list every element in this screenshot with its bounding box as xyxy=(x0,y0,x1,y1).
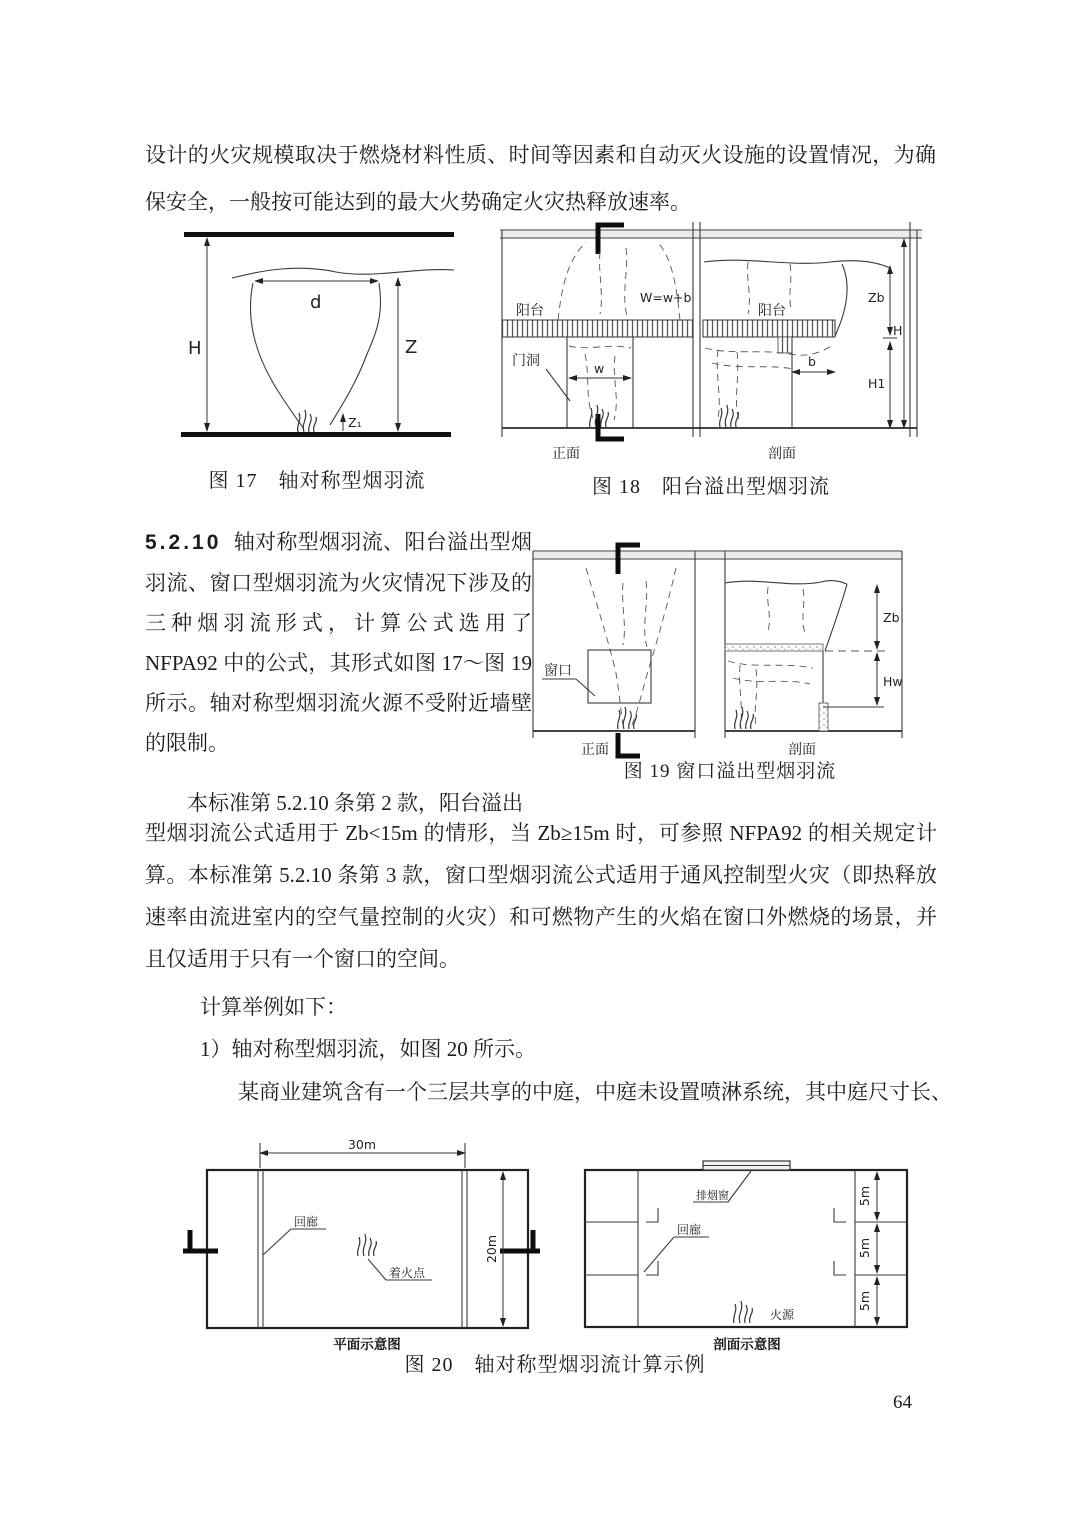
fig20-plan-fire-icon xyxy=(358,1234,377,1256)
fig17-label-H: H xyxy=(188,338,202,359)
fig17-dim-d xyxy=(255,281,378,313)
fig18-dim-H1 xyxy=(868,342,890,428)
fig19-caption: 图 19 窗口溢出型烟羽流 xyxy=(623,761,837,782)
fig20-label-20m: 20m xyxy=(484,1234,499,1264)
paragraph-fire-design: 设计的火灾规模取决于燃烧材料性质、时间等因素和自动灭火设施的设置情况，为确保安全，一般按可能达到的最大火势确定火灾热释放速率。 xyxy=(145,143,936,214)
section-number: 5.2.10 xyxy=(145,531,222,554)
fig20-dim-30m xyxy=(260,1137,465,1168)
fig18-dim-w xyxy=(569,361,631,378)
fig19-window-spill-plume-drawing xyxy=(528,543,932,759)
fig18-ceiling xyxy=(500,230,922,238)
fig19-fire-section-icon xyxy=(735,707,754,729)
paragraph-clause2-continuation: 型烟羽流公式适用于 Zb<15m 的情形，当 Zb≥15m 时，可参照 NFPA92 的相关规定计算。本标准第 5.2.10 条第 3 款，窗口型烟羽流公式适用于通风控制型火灾（即热释放速率由流进室内的空气量控制的火灾）和可燃物产生的火焰在窗口外燃烧的场景，并且仅适用于只有一个窗口的空间。 xyxy=(145,821,937,971)
fig18-smoke-section xyxy=(704,260,890,420)
fig20-label-corridor-plan: 回廊 xyxy=(294,1215,319,1229)
fig17-dim-Z1 xyxy=(343,414,362,431)
fig18-dim-H xyxy=(883,239,904,428)
fig19-walls xyxy=(533,551,902,738)
fig20-plan-corridor-walls xyxy=(258,1170,467,1328)
fig20-plan-corridor-callout xyxy=(263,1214,326,1255)
section-text: 轴对称型烟羽流、阳台溢出型烟羽流、窗口型烟羽流为火灾情况下涉及的三种烟羽流形式，计算公式选用了 NFPA92 中的公式，其形式如图 17～图 19 所示。轴对称型烟羽流火源不受附近墙壁的限制。 xyxy=(145,530,532,755)
fig17-label-Z1: Z₁ xyxy=(348,415,362,430)
fig20-plan-outline xyxy=(207,1170,528,1328)
fig19-dim-Zb xyxy=(877,585,900,649)
fig19-window-callout xyxy=(542,662,595,696)
fig18-label-balcony-right: 阳台 xyxy=(758,304,786,319)
fig19-plume-front xyxy=(586,568,676,725)
fig20-label-5m-2: 5m xyxy=(857,1237,872,1259)
fig17-caption: 图 17 轴对称型烟羽流 xyxy=(208,470,426,492)
section-5210-paragraph xyxy=(145,522,532,763)
fig18-balcony-slabs xyxy=(502,320,835,353)
fig18-label-Zb: Zb xyxy=(868,290,885,305)
fig20-label-fire-source: 火源 xyxy=(770,1308,795,1322)
fig18-label-w-eq: W=w+b xyxy=(640,290,692,305)
fig17-label-Z: Z xyxy=(405,337,418,358)
fig18-dim-b xyxy=(792,354,835,372)
fig19-label-Hw: Hw xyxy=(883,674,903,689)
fig17-ceiling xyxy=(184,232,454,237)
paragraph-atrium-description: 某商业建筑含有一个三层共享的中庭，中庭未设置喷淋系统，其中庭尺寸长、 xyxy=(238,1080,952,1104)
fig18-dim-Zb xyxy=(868,266,890,335)
fig18-label-balcony-left: 阳台 xyxy=(516,304,544,319)
fig17-smoke-layer xyxy=(232,268,454,278)
fig18-label-b: b xyxy=(808,354,816,369)
fig20-label-plan-view: 平面示意图 xyxy=(333,1337,401,1352)
fig20-slab-edge-marks xyxy=(646,1208,846,1275)
fig19-window-opening xyxy=(588,650,651,703)
fig19-label-Zb: Zb xyxy=(883,610,900,625)
fig20-caption: 图 20 轴对称型烟羽流计算示例 xyxy=(404,1354,706,1376)
fig20-vent-callout xyxy=(693,1171,751,1202)
fig20-section-view-drawing xyxy=(580,1138,930,1356)
fig20-label-section-view: 剖面示意图 xyxy=(713,1337,781,1352)
fig20-section-fire-icon xyxy=(734,1301,753,1323)
fig19-ceiling xyxy=(533,551,902,559)
fig19-window-wall-section xyxy=(725,644,890,731)
fig19-fire-front-icon xyxy=(618,707,637,729)
fig20-label-vent: 排烟窗 xyxy=(696,1190,729,1202)
fig17-dim-Z xyxy=(398,278,417,431)
fig17-fire-icon xyxy=(298,410,317,432)
fig18-caption: 图 18 阳台溢出型烟羽流 xyxy=(592,476,830,498)
paragraph-example-item1: 1）轴对称型烟羽流，如图 20 所示。 xyxy=(200,1037,536,1061)
fig20-label-30m: 30m xyxy=(347,1137,377,1152)
fig17-axisymmetric-plume-drawing xyxy=(178,226,456,466)
fig18-balcony-spill-plume-drawing xyxy=(490,222,932,468)
fig17-dim-H xyxy=(188,238,207,431)
fig18-label-section: 剖面 xyxy=(768,447,796,462)
fig17-floor xyxy=(181,432,451,437)
fig20-dim-5m-group xyxy=(857,1172,877,1325)
fig18-label-w: w xyxy=(594,361,605,376)
page-number: 64 xyxy=(893,1392,912,1413)
fig20-section-corridor-callout xyxy=(644,1222,709,1272)
fig18-fire-section-icon xyxy=(720,405,739,427)
fig20-label-5m-3: 5m xyxy=(857,1290,872,1312)
fig18-door-callout xyxy=(512,353,570,401)
fig17-label-d: d xyxy=(310,292,322,313)
fig19-label-front: 正面 xyxy=(581,743,609,758)
fig20-label-5m-1: 5m xyxy=(857,1185,872,1207)
fig18-label-H1: H1 xyxy=(868,376,886,391)
fig20-smoke-vent xyxy=(703,1161,790,1170)
fig18-door-opening xyxy=(567,337,792,428)
fig19-label-section: 剖面 xyxy=(788,743,816,758)
fig19-dim-Hw xyxy=(877,653,903,705)
fig20-plan-view-drawing xyxy=(170,1138,540,1356)
fig19-label-window: 窗口 xyxy=(544,664,572,679)
fig18-label-door: 门洞 xyxy=(512,354,540,369)
fig18-label-front: 正面 xyxy=(552,447,580,462)
fig18-label-H: H xyxy=(893,323,903,338)
paragraph-clause2-first-line: 本标准第 5.2.10 条第 2 款，阳台溢出 xyxy=(187,791,523,815)
paragraph-example-intro: 计算举例如下： xyxy=(200,995,347,1019)
fig20-label-ignition: 着火点 xyxy=(389,1266,426,1280)
fig20-ignition-callout xyxy=(368,1259,432,1280)
fig20-label-corridor-sec: 回廊 xyxy=(677,1223,702,1237)
